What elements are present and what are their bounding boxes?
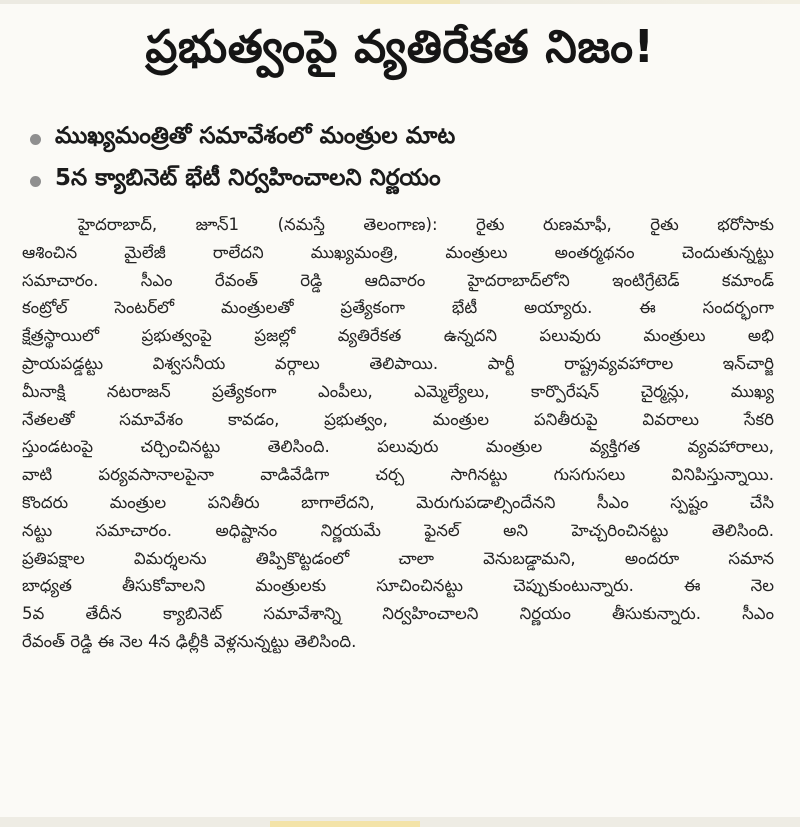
body-line: హైదరాబాద్, జూన్1 (నమస్తే తెలంగాణ): రైతు రుణమాఫీ, రైతు భరోసాకు — [78, 215, 774, 234]
subhead-item — [30, 160, 780, 202]
bottom-edge-accent — [270, 821, 420, 827]
body-line: నట్టు సమాచారం. అధిష్టానం నిర్ణయమే ఫైనల్ అని హెచ్చరించినట్టు తెలిసింది. — [22, 520, 774, 540]
subhead-text: ముఖ్యమంత్రితో సమావేశంలో మంత్రుల మాట — [55, 123, 456, 149]
body-line: కొందరు మంత్రుల పనితీరు బాగాలేదని, మెరుగుపడాల్సిందేనని సీఎం స్పష్టం చేసి — [22, 492, 774, 512]
article-headline: ప్రభుత్వంపై వ్యతిరేకత నిజం! — [145, 20, 655, 73]
body-line: కంట్రోల్ సెంటర్‌లో మంత్రులతో ప్రత్యేకంగా భేటీ అయ్యారు. ఈ సందర్భంగా — [22, 298, 774, 318]
body-line: రేవంత్ రెడ్డి ఈ నెల 4న ఢిల్లీకి వెళ్లనున్నట్టు తెలిసింది. — [22, 631, 357, 651]
body-line: ప్రాయపడ్డట్టు విశ్వసనీయ వర్గాలు తెలిపాయి. పార్టీ రాష్ట్రవ్యవహారాల ఇన్‌చార్జి — [22, 353, 774, 373]
article-body — [22, 211, 774, 656]
body-line: మీనాక్షి నటరాజన్ ప్రత్యేకంగా ఎంపీలు, ఎమ్మెల్యేలు, కార్పొరేషన్ చైర్మన్లు, ముఖ్య — [22, 381, 774, 401]
top-edge-strip — [0, 0, 800, 4]
body-line: 5వ తేదీన క్యాబినెట్ సమావేశాన్ని నిర్వహించాలని నిర్ణయం తీసుకున్నారు. సీఎం — [22, 604, 774, 624]
body-line: క్షేత్రస్థాయిలో ప్రభుత్వంపై ప్రజల్లో వ్యతిరేకత ఉన్నదని పలువురు మంత్రులు అభి — [22, 326, 774, 346]
body-line: స్తుండటంపై చర్చించినట్టు తెలిసింది. పలువురు మంత్రుల వ్యక్తిగత వ్యవహారాలు, — [22, 437, 774, 457]
subhead-text: 5న క్యాబినెట్ భేటీ నిర్వహించాలని నిర్ణయం — [55, 165, 441, 191]
bottom-edge-strip — [0, 817, 800, 827]
body-line: ఆశించిన మైలేజీ రాలేదని ముఖ్యమంత్రి, మంత్రులు అంతర్మథనం చెందుతున్నట్టు — [22, 242, 774, 262]
body-line: నేతలతో సమావేశం కావడం, ప్రభుత్వం, మంత్రుల పనితీరుపై వివరాలు సేకరి — [22, 409, 774, 429]
bullet-icon — [30, 176, 41, 187]
body-line: బాధ్యత తీసుకోవాలని మంత్రులకు సూచించినట్టు చెప్పుకుంటున్నారు. ఈ నెల — [22, 576, 774, 596]
top-edge-accent — [360, 0, 460, 4]
body-line: ప్రతిపక్షాల విమర్శలను తిప్పికొట్టడంలో చాలా వెనుబడ్డామని, అందరూ సమాన — [22, 548, 774, 568]
body-line: వాటి పర్యవసానాలపైనా వాడివేడిగా చర్చ సాగినట్టు గుసగుసలు వినిపిస్తున్నాయి. — [22, 465, 774, 485]
subhead-item — [30, 118, 780, 160]
bullet-icon — [30, 134, 41, 145]
subheads-list — [30, 118, 780, 202]
body-line: సమాచారం. సీఎం రేవంత్ రెడ్డి ఆదివారం హైదరాబాద్‌లోని ఇంటిగ్రేటెడ్ కమాండ్ — [22, 270, 774, 290]
